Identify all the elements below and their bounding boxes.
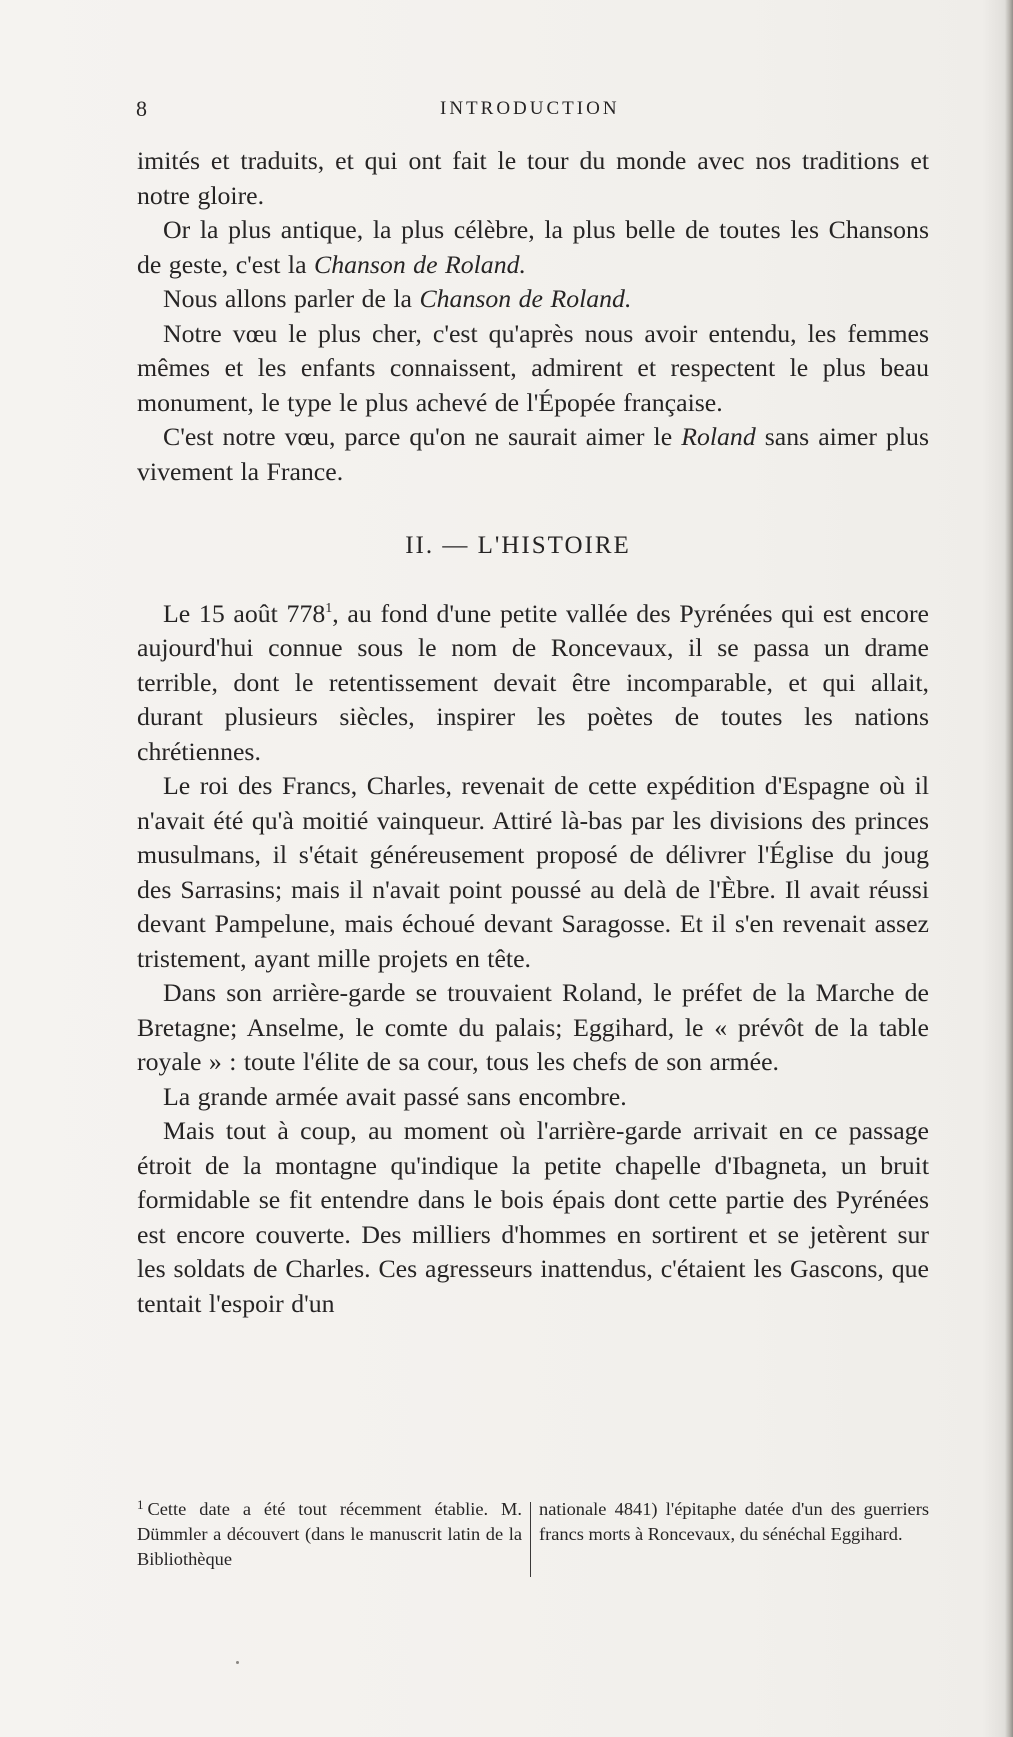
page-header [0, 96, 1013, 126]
history-paragraph-1 [137, 597, 929, 770]
footnote-right-column: nationale 4841) l'épitaphe datée d'un des guerriers francs morts à Roncevaux, du sénéchal Eggihard. [539, 1499, 929, 1544]
paper-speck [236, 1661, 239, 1664]
history-paragraph-3: Dans son arrière-garde se trouvaient Roland, le préfet de la Marche de Bretagne; Anselme, le comte du palais; Eggihard, le « prévôt de la table royale » : toute l'élite de sa cour, tous les chefs de son armée. [137, 978, 929, 1076]
footnote-reference[interactable]: 1 [325, 600, 333, 616]
footnotes [137, 1497, 929, 1577]
history-section [137, 597, 929, 1322]
intro-paragraph-5-text: C'est notre vœu, parce qu'on ne saurait aimer le [163, 422, 673, 451]
intro-paragraph-2-text: Or la plus antique, la plus célèbre, la plus belle de toutes les Chansons de geste, c'est la [137, 215, 929, 279]
history-paragraph-1-start: Le 15 août 778 [163, 598, 326, 628]
intro-section [137, 144, 929, 489]
intro-paragraph-5-tail: sans aimer plus vivement la France. [137, 422, 929, 486]
intro-paragraph-3-italic: Chanson de Roland. [419, 284, 632, 313]
running-title: INTRODUCTION [440, 98, 620, 119]
intro-paragraph-2 [137, 213, 929, 282]
intro-paragraph-3-text: Nous allons parler de la [163, 284, 412, 313]
page-number: 8 [136, 96, 148, 121]
history-paragraph-1-text: , au fond d'une petite vallée des Pyrénées qui est encore aujourd'hui connue sous le nom de Roncevaux, il se passa un drame terrible, dont le retentissement devait être incomparable, et qui allait, durant plusieurs siècles, inspirer les poètes de toutes les nations chrétiennes. [137, 598, 929, 766]
page-edge-shadow [1005, 0, 1013, 1737]
history-paragraph-2: Le roi des Francs, Charles, revenait de cette expédition d'Espagne où il n'avait été qu'à moitié vainqueur. Attiré là-bas par les divisions des princes musulmans, il s'était généreusement proposé de délivrer l'Église du joug des Sarrasins; mais il n'avait point poussé au delà de l'Èbre. Il avait réussi devant Pampelune, mais échoué devant Saragosse. Et il s'en revenait assez tristement, ayant mille projets en tête. [137, 771, 929, 973]
intro-paragraph-5-italic: Roland [681, 422, 756, 451]
intro-paragraph-2-italic: Chanson de Roland. [313, 249, 526, 279]
intro-paragraph-5 [137, 420, 929, 489]
section-heading: II. — L'HISTOIRE [405, 532, 631, 559]
page-body [137, 144, 929, 1321]
history-paragraph-5: Mais tout à coup, au moment où l'arrière-garde arrivait en ce passage étroit de la montagne qu'indique la petite chapelle d'Ibagneta, un bruit formidable se fit entendre dans le bois épais dont cette partie des Pyrénées est encore couverte. Des milliers d'hommes en sortirent et se jetèrent sur les soldats de Charles. Ces agresseurs inattendus, c'étaient les Gascons, que tentait l'espoir d'un [137, 1116, 929, 1318]
intro-paragraph-1: imités et traduits, et qui ont fait le tour du monde avec nos traditions et notre gloire. [137, 146, 929, 210]
history-paragraph-4: La grande armée avait passé sans encombre. [163, 1081, 627, 1111]
footnote-mark: 1 [137, 1497, 144, 1512]
footnote-left-column [137, 1497, 522, 1572]
intro-paragraph-3 [137, 282, 929, 317]
footnote-left-text: Cette date a été tout récemment établie. M. Dümmler a découvert (dans le manuscrit latin de la Bibliothèque [137, 1499, 522, 1569]
footnote-column-divider [530, 1502, 531, 1577]
intro-paragraph-4: Notre vœu le plus cher, c'est qu'après nous avoir entendu, les femmes mêmes et les enfants connaissent, admirent et respectent le plus beau monument, le type le plus achevé de l'Épopée française. [137, 318, 929, 417]
